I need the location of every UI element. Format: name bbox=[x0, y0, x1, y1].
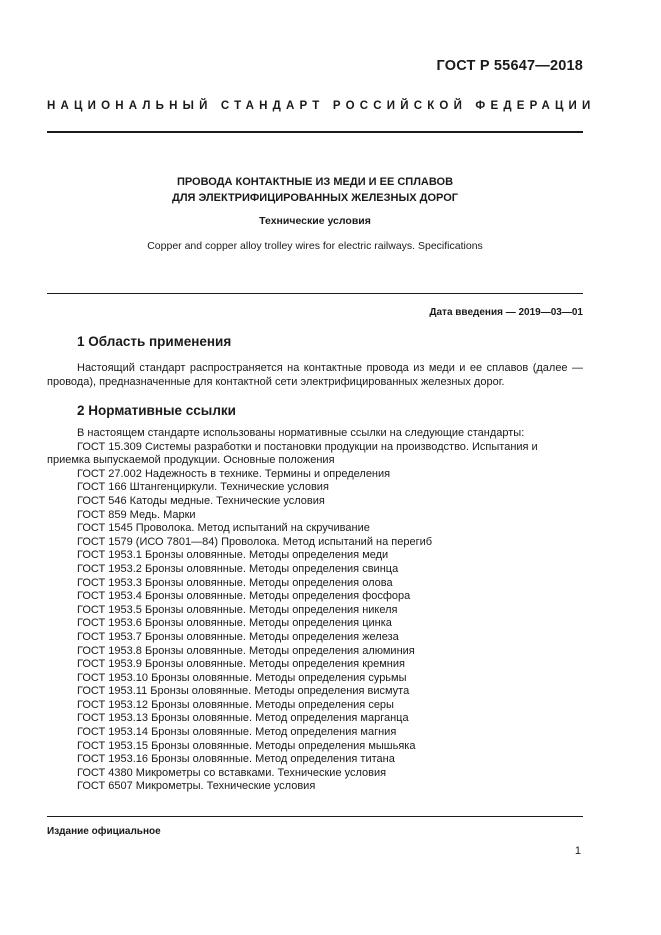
national-standard-banner: НАЦИОНАЛЬНЫЙ СТАНДАРТ РОССИЙСКОЙ ФЕДЕРАЦИИ bbox=[47, 100, 596, 112]
list-item: ГОСТ 1953.13 Бронзы оловянные. Метод определения марганца bbox=[77, 712, 409, 725]
list-item: ГОСТ 1953.16 Бронзы оловянные. Метод определения титана bbox=[77, 753, 395, 766]
list-item: ГОСТ 1953.6 Бронзы оловянные. Методы определения цинка bbox=[77, 617, 392, 630]
list-item: ГОСТ 4380 Микрометры со вставками. Технические условия bbox=[77, 766, 387, 779]
document-subtitle: Технические условия bbox=[259, 215, 371, 227]
list-item: ГОСТ 1953.9 Бронзы оловянные. Методы определения кремния bbox=[77, 658, 405, 671]
introduction-date: Дата введения — 2019—03—01 bbox=[429, 307, 583, 318]
list-item: ГОСТ 1953.8 Бронзы оловянные. Методы определения алюминия bbox=[77, 644, 415, 657]
official-edition-label: Издание официальное bbox=[47, 826, 161, 837]
list-item: ГОСТ 1953.12 Бронзы оловянные. Методы определения серы bbox=[77, 698, 394, 711]
list-item: ГОСТ 15.309 Системы разработки и постановки продукции на производство. Испытания и приемка выпускаемой продукции. Основные положения bbox=[47, 440, 538, 467]
references-lead: В настоящем стандарте использованы нормативные ссылки на следующие стандарты: bbox=[77, 427, 525, 439]
header-divider bbox=[47, 131, 583, 133]
list-item: ГОСТ 1579 (ИСО 7801—84) Проволока. Метод испытаний на перегиб bbox=[77, 535, 433, 548]
list-item: ГОСТ 546 Катоды медные. Технические условия bbox=[77, 494, 325, 507]
list-item: ГОСТ 1545 Проволока. Метод испытаний на скручивание bbox=[77, 522, 370, 535]
section-1-paragraph: Настоящий стандарт распространяется на контактные провода из меди и ее сплавов (далее — провода), предназначенные для контактной сети электрифицированных железных дорог. bbox=[47, 362, 583, 388]
english-title: Copper and copper alloy trolley wires for electric railways. Specifications bbox=[147, 240, 483, 252]
section-1-text bbox=[47, 361, 583, 389]
list-item: ГОСТ 27.002 Надежность в технике. Термины и определения bbox=[77, 467, 391, 480]
title-line-1: ПРОВОДА КОНТАКТНЫЕ ИЗ МЕДИ И ЕЕ СПЛАВОВ bbox=[176, 176, 454, 188]
list-item: ГОСТ 1953.7 Бронзы оловянные. Методы определения железа bbox=[77, 630, 399, 643]
list-item: ГОСТ 1953.15 Бронзы оловянные. Методы определения мышьяка bbox=[77, 739, 416, 752]
list-item: ГОСТ 1953.2 Бронзы оловянные. Методы определения свинца bbox=[77, 562, 399, 575]
list-item: ГОСТ 166 Штангенциркули. Технические условия bbox=[77, 481, 329, 494]
footer-divider bbox=[47, 816, 583, 817]
document-code: ГОСТ Р 55647—2018 bbox=[436, 58, 583, 74]
title-line-2: ДЛЯ ЭЛЕКТРИФИЦИРОВАННЫХ ЖЕЛЕЗНЫХ ДОРОГ bbox=[171, 192, 458, 204]
section-2-heading: 2 Нормативные ссылки bbox=[77, 403, 236, 418]
list-item: ГОСТ 1953.5 Бронзы оловянные. Методы определения никеля bbox=[77, 603, 398, 616]
title-divider bbox=[47, 293, 583, 294]
list-item: ГОСТ 1953.1 Бронзы оловянные. Методы определения меди bbox=[77, 549, 389, 562]
list-item: ГОСТ 6507 Микрометры. Технические условия bbox=[77, 780, 316, 793]
list-item: ГОСТ 1953.4 Бронзы оловянные. Методы определения фосфора bbox=[77, 590, 411, 603]
list-item: ГОСТ 1953.10 Бронзы оловянные. Методы определения сурьмы bbox=[77, 671, 407, 684]
normative-references-list bbox=[47, 427, 583, 794]
list-item: ГОСТ 1953.3 Бронзы оловянные. Методы определения олова bbox=[77, 576, 393, 589]
list-item: ГОСТ 859 Медь. Марки bbox=[77, 508, 196, 521]
section-1-heading: 1 Область применения bbox=[77, 334, 232, 349]
list-item: ГОСТ 1953.11 Бронзы оловянные. Методы определения висмута bbox=[77, 685, 410, 698]
list-item: ГОСТ 1953.14 Бронзы оловянные. Метод определения магния bbox=[77, 726, 397, 739]
page-number: 1 bbox=[574, 845, 581, 857]
document-title bbox=[47, 174, 583, 206]
